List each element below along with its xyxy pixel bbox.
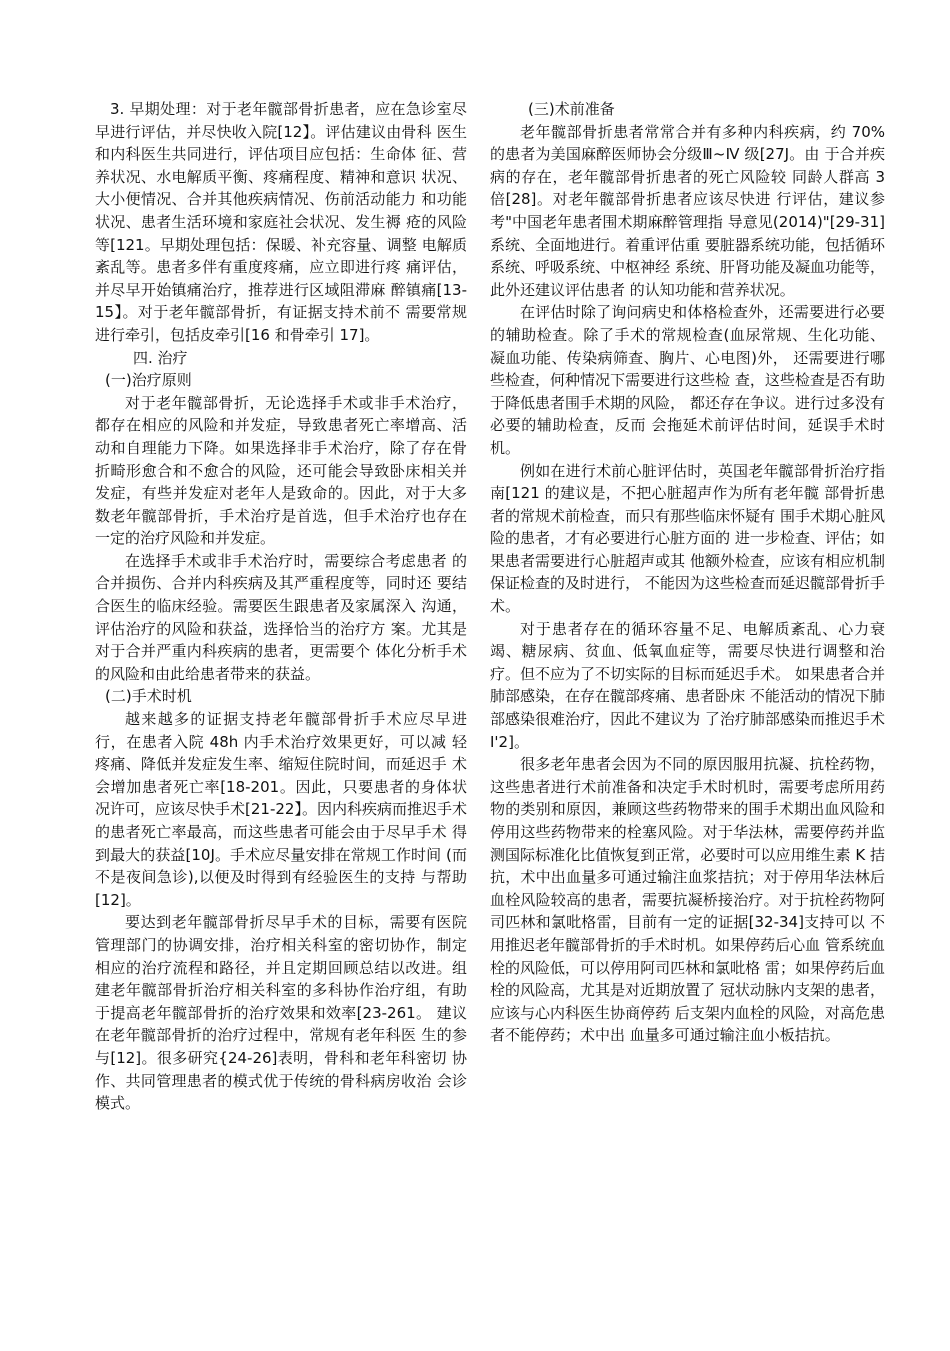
paragraph-anticoagulants: 很多老年患者会因为不同的原因服用抗凝、抗栓药物，这些患者进行术前准备和决定手术时机时，需要考虑所用药物的类别和原因，兼顾这些药物带来的围手术期出血风险和停用这些药物带来的栓塞风险。对于华法林，需要停药并监测国际标准化比值恢复到正常，必要时可以应用维生素 K 拮抗，术中出血量多可通过输注血浆拮抗；对于停用华法林后血栓风险较高的患者，需要抗凝桥接治疗。对于抗栓药物阿司匹林和氯吡格雷，目前有一定的证据[32-34]支持可以 不用推迟老年髋部骨折的手术时机。如果停药后心血 管系统血栓的风险低，可以停用阿司匹林和氯吡格 雷；如果停药后血栓的风险高，尤其是对近期放置了 冠状动脉内支架的患者，应该与心内科医生协商停药 后支架内血栓的风险，对高危患者不能停药；术中出 血量多可通过输注血小板拮抗。	[490, 755, 885, 1045]
paragraph-auxiliary-tests: 在评估时除了询问病史和体格检查外，还需要进行必要的辅助检查。除了手术的常规检查(血尿常规、生化功能、凝血功能、传染病筛查、胸片、心电图)外， 还需要进行哪些检查，何种情况下需要进行这些检 查，这些检查是否有助于降低患者围手术期的风险， 都还存在争议。进行过多没有必要的辅助检查，反而 会拖延术前评估时间，延误手术时机。	[490, 303, 885, 457]
paragraph-condition-adjustment: 对于患者存在的循环容量不足、电解质紊乱、心力衰竭、糖尿病、贫血、低氧血症等，需要尽快进行调整和治疗。但不应为了不切实际的目标而延迟手术。 如果患者合并肺部感染，在存在髋部疼痛、患者卧床 不能活动的情况下肺部感染很难治疗，因此不建议为 了治疗肺部感染而推迟手术 I'2]。	[490, 619, 885, 751]
paragraph-comorbidities: 老年髋部骨折患者常常合并有多种内科疾病，约 70% 的患者为美国麻醉医师协会分级Ⅲ~Ⅳ 级[27J。由 于合并疾病的存在，老年髋部骨折患者的死亡风险较 同龄人群高 3 倍[28]。对老年髋部骨折患者应该尽快进 行评估，建议参考"中国老年患者围术期麻醉管理指 导意见(2014)"[29-31]系统、全面地进行。着重评估重 要脏器系统功能，包括循环系统、呼吸系统、中枢神经 系统、肝肾功能及凝血功能等，此外还建议评估患者 的认知功能和营养状况。	[490, 122, 885, 299]
paragraph-early-management: 3. 早期处理：对于老年髋部骨折患者，应在急诊室尽早进行评估，并尽快收入院[12】。评估建议由骨科 医生和内科医生共同进行，评估项目应包括：生命体 征、营养状况、水电解质平衡、疼痛程度、精神和意识 状况、大小便情况、合并其他疾病情况、伤前活动能力 和功能状况、患者生活环境和家庭社会状况、发生褥 疮的风险等[121。早期处理包括：保暖、补充容量、调整 电解质紊乱等。患者多伴有重度疼痛，应立即进行疼 痛评估，并尽早开始镇痛治疗，推荐进行区域阻滞麻 醉镇痛[13-15】。对于老年髋部骨折，有证据支持术前不 需要常规进行牵引，包括皮牵引[16 和骨牵引 17]。	[95, 100, 467, 344]
paragraph-multidisciplinary: 要达到老年髋部骨折尽早手术的目标，需要有医院管理部门的协调安排，治疗相关科室的密切协作，制定相应的治疗流程和路径，并且定期回顾总结以改进。组建老年髋部骨折治疗相关科室的多科协作治疗组，有助于提高老年髋部骨折的治疗效果和效率[23-261。 建议在老年髋部骨折的治疗过程中，常规有老年科医 生的参与[12]。很多研究{24-26]表明，骨科和老年科密切 协作、共同管理患者的模式优于传统的骨科病房收治 会诊模式。	[95, 913, 467, 1113]
paragraph-treatment-principles: 对于老年髋部骨折，无论选择手术或非手术治疗，都存在相应的风险和并发症，导致患者死亡率增高、活动和自理能力下降。如果选择非手术治疗，除了存在骨折畸形愈合和不愈合的风险，还可能会导致卧床相关并发症，有些并发症对老年人是致命的。因此，对于大多数老年髋部骨折，手术治疗是首选，但手术治疗也存在一定的治疗风险和并发症。	[95, 393, 467, 548]
left-column	[95, 98, 467, 1115]
subheading-preoperative-preparation: (三)术前准备	[528, 100, 615, 118]
paragraph-treatment-choice: 在选择手术或非手术治疗时，需要综合考虑患者 的合并损伤、合并内科疾病及其严重程度等，同时还 要结合医生的临床经验。需要医生跟患者及家属深入 沟通，评估治疗的风险和获益，选择恰当的治疗方 案。尤其是对于合并严重内科疾病的患者，更需要个 体化分析手术的风险和由此给患者带来的获益。	[95, 551, 467, 683]
paragraph-surgery-timing: 越来越多的证据支持老年髋部骨折手术应尽早进行，在患者入院 48h 内手术治疗效果更好，可以减 轻疼痛、降低并发症发生率、缩短住院时间，而延迟手 术会增加患者死亡率[18-201。因此，只要患者的身体状 况许可，应该尽快手术[21-22】。因内科疾病而推迟手术 的患者死亡率最高，而这些患者可能会由于尽早手术 得到最大的获益[10J。手术应尽量安排在常规工作时间 (而不是夜间急诊),以便及时得到有经验医生的支持 与帮助[12]。	[95, 710, 467, 909]
subheading-surgery-timing: (二)手术时机	[105, 687, 192, 706]
section-heading-treatment: 四. 治疗	[133, 348, 188, 367]
right-column	[490, 98, 885, 1047]
subheading-treatment-principles: (一)治疗原则	[105, 371, 192, 390]
paragraph-cardiac-assessment: 例如在进行术前心脏评估时，英国老年髋部骨折治疗指南[121 的建议是，不把心脏超声作为所有老年髋 部骨折患者的常规术前检查，而只有那些临床怀疑有 围手术期心脏风险的患者，才有必要进行心脏方面的 进一步检查、评估；如果患者需要进行心脏超声或其 他额外检查，应该有相应机制保证检查的及时进行， 不能因为这些检查而延迟髋部骨折手术。	[490, 461, 885, 616]
